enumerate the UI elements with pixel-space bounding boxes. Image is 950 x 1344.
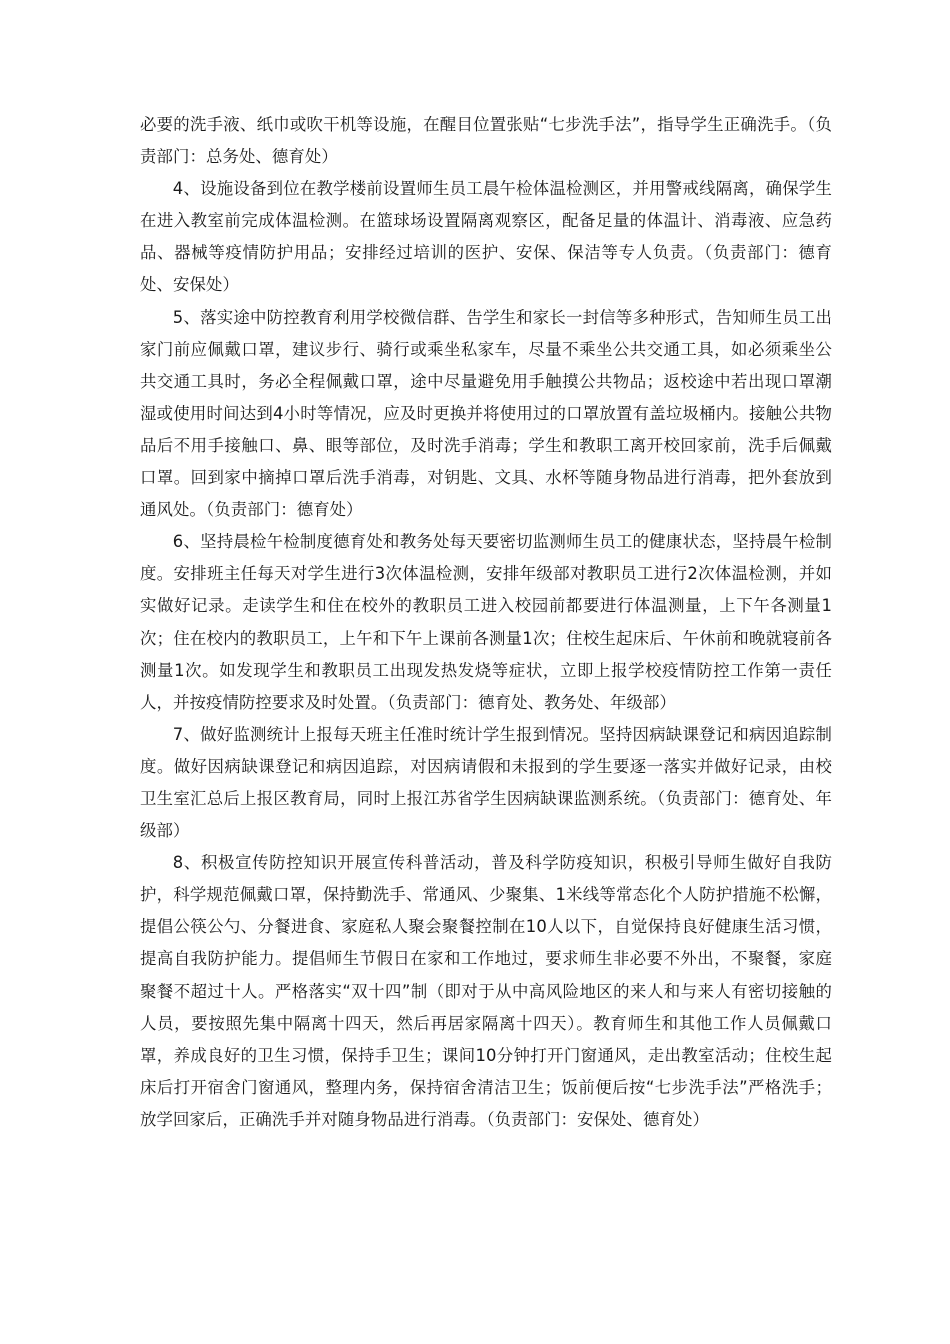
paragraph-item-7: 7、做好监测统计上报每天班主任准时统计学生报到情况。坚持因病缺课登记和病因追踪制度。做好因病缺课登记和病因追踪，对因病请假和未报到的学生要逐一落实并做好记录，由校卫生室汇总后上报区教育局，同时上报江苏省学生因病缺课监测系统。（负责部门：德育处、年级部） — [140, 724, 832, 841]
paragraph-item-5: 5、落实途中防控教育利用学校微信群、告学生和家长一封信等多种形式，告知师生员工出家门前应佩戴口罩，建议步行、骑行或乘坐私家车，尽量不乘坐公共交通工具，如必须乘坐公共交通工具时，务必全程佩戴口罩，途中尽量避免用手触摸公共物品；返校途中若出现口罩潮湿或使用时间达到4小时等情况，应及时更换并将使用过的口罩放置有盖垃圾桶内。接触公共物品后不用手接触口、鼻、眼等部位，及时洗手消毒；学生和教职工离开校回家前，洗手后佩戴口罩。回到家中摘掉口罩后洗手消毒，对钥匙、文具、水杯等随身物品进行消毒，把外套放到通风处。（负责部门：德育处） — [140, 307, 832, 520]
paragraph-item-6: 6、坚持晨检午检制度德育处和教务处每天要密切监测师生员工的健康状态，坚持晨午检制度。安排班主任每天对学生进行3次体温检测，安排年级部对教职员工进行2次体温检测，并如实做好记录。走读学生和住在校外的教职员工进入校园前都要进行体温测量，上下午各测量1次；住在校内的教职员工，上午和下午上课前各测量1次；住校生起床后、午休前和晚就寝前各测量1次。如发现学生和教职员工出现发热发烧等症状，立即上报学校疫情防控工作第一责任人，并按疫情防控要求及时处置。（负责部门：德育处、教务处、年级部） — [140, 532, 832, 712]
paragraph-item-8: 8、积极宣传防控知识开展宣传科普活动，普及科学防疫知识，积极引导师生做好自我防护，科学规范佩戴口罩，保持勤洗手、常通风、少聚集、1米线等常态化个人防护措施不松懈，提倡公筷公勺、分餐进食、家庭私人聚会聚餐控制在10人以下，自觉保持良好健康生活习惯，提高自我防护能力。提倡师生节假日在家和工作地过，要求师生非必要不外出，不聚餐，家庭聚餐不超过十人。严格落实“双十四”制（即对于从中高风险地区的来人和与来人有密切接触的人员，要按照先集中隔离十四天，然后再居家隔离十四天）。教育师生和其他工作人员佩戴口罩，养成良好的卫生习惯，保持手卫生；课间10分钟打开门窗通风，走出教室活动；住校生起床后打开宿舍门窗通风，整理内务，保持宿舍清洁卫生；饭前便后按“七步洗手法”严格洗手；放学回家后，正确洗手并对随身物品进行消毒。（负责部门：安保处、德育处） — [140, 853, 832, 1129]
document-body — [140, 109, 832, 1136]
paragraph-continuation: 必要的洗手液、纸巾或吹干机等设施，在醒目位置张贴“七步洗手法”，指导学生正确洗手。（负责部门：总务处、德育处） — [140, 115, 832, 167]
paragraph-item-4: 4、设施设备到位在教学楼前设置师生员工晨午检体温检测区，并用警戒线隔离，确保学生在进入教室前完成体温检测。在篮球场设置隔离观察区，配备足量的体温计、消毒液、应急药品、器械等疫情防护用品；安排经过培训的医护、安保、保洁等专人负责。（负责部门：德育处、安保处） — [140, 179, 832, 295]
